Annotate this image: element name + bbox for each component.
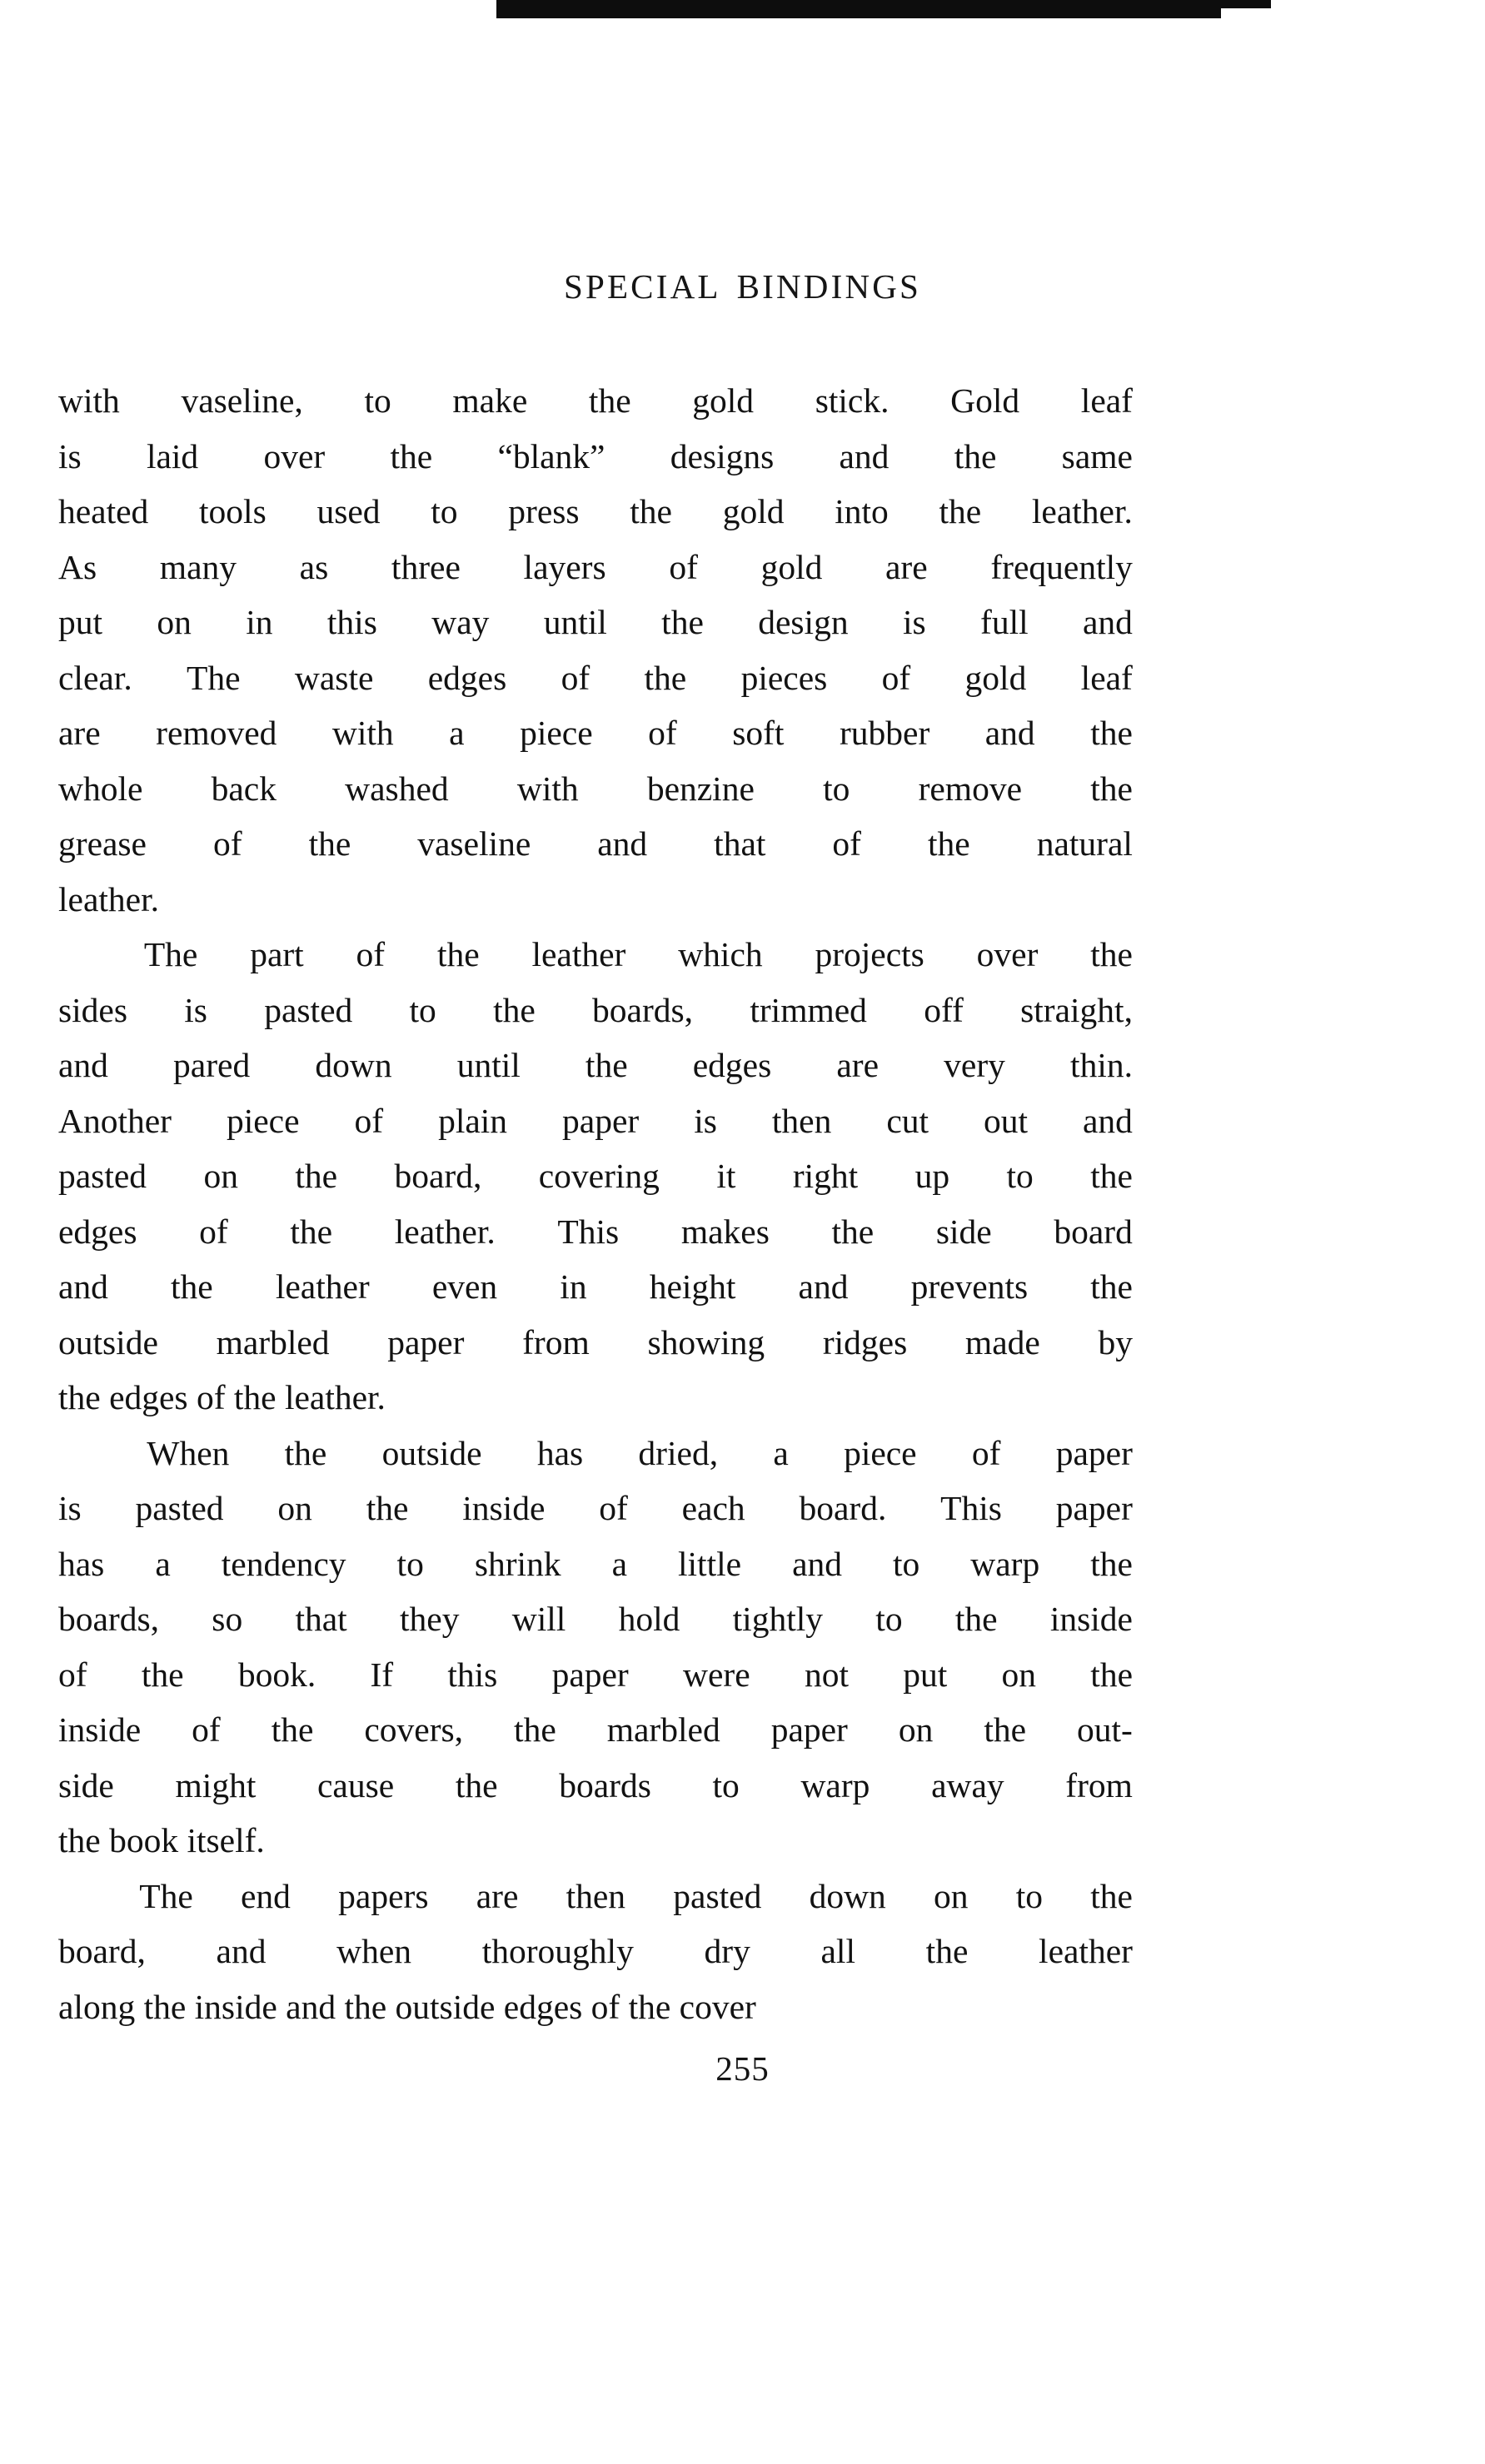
word: clear. — [58, 658, 132, 697]
word: to — [893, 1544, 920, 1583]
word: inside — [58, 1710, 142, 1749]
word: is — [902, 603, 926, 641]
word: in — [246, 603, 273, 641]
word: out- — [1077, 1710, 1133, 1749]
word: when — [336, 1932, 412, 1970]
word: covers, — [364, 1710, 464, 1749]
text-line — [58, 1204, 1133, 1260]
word: of — [832, 824, 861, 863]
word: in — [560, 1267, 587, 1306]
word: is — [58, 436, 82, 475]
word: made — [964, 1322, 1040, 1361]
scan-artifact-bar — [496, 0, 1221, 18]
word: outside — [381, 1433, 482, 1472]
word: until — [543, 603, 607, 641]
text-line — [58, 1813, 1133, 1869]
word: vaseline — [417, 824, 531, 863]
word: gold — [760, 547, 823, 586]
word: the — [295, 1157, 338, 1195]
word: shrink — [474, 1544, 561, 1583]
word: design — [758, 603, 849, 641]
word: paper — [562, 1101, 640, 1140]
word: has — [58, 1544, 105, 1583]
text-line — [58, 373, 1133, 429]
word: off — [924, 990, 964, 1029]
word: paper — [1055, 1433, 1133, 1472]
word: the — [455, 1765, 498, 1804]
word: are — [476, 1876, 519, 1915]
word: until — [456, 1046, 521, 1084]
word: it — [716, 1157, 736, 1195]
word: board, — [394, 1157, 482, 1195]
word: are — [58, 714, 101, 752]
word: on — [1001, 1655, 1037, 1694]
word: waste — [294, 658, 374, 697]
word: tightly — [732, 1600, 824, 1638]
word: outside — [58, 1322, 158, 1361]
word: paper — [770, 1710, 848, 1749]
word: as — [299, 547, 329, 586]
word: gold — [692, 381, 755, 420]
word: end — [241, 1876, 291, 1915]
word: all — [820, 1932, 855, 1970]
word: to — [396, 1544, 424, 1583]
word: the — [939, 492, 982, 530]
word: the — [984, 1710, 1027, 1749]
word: over — [263, 436, 326, 475]
text-line — [58, 1647, 1133, 1703]
word: of — [354, 1101, 384, 1140]
word: leather. — [58, 879, 159, 918]
word: “blank” — [497, 436, 605, 475]
text-line — [58, 1536, 1133, 1592]
word: leather — [1039, 1932, 1133, 1970]
text-line — [58, 1702, 1133, 1758]
word: warp — [800, 1765, 870, 1804]
word: and — [984, 714, 1035, 752]
word: leaf — [1080, 381, 1133, 420]
word: of — [212, 824, 242, 863]
word: the — [644, 658, 687, 697]
word: book. — [237, 1655, 316, 1694]
word: the — [1090, 1267, 1133, 1306]
page-body-text — [58, 373, 1133, 2034]
word: are — [836, 1046, 880, 1084]
word: the — [661, 603, 704, 641]
word: make — [452, 381, 528, 420]
word: marbled — [606, 1710, 720, 1749]
word: the — [171, 1267, 213, 1306]
text-line — [58, 1591, 1133, 1647]
word: press — [508, 492, 580, 530]
word: tendency — [221, 1544, 346, 1583]
text-line — [58, 1259, 1133, 1315]
word: put — [903, 1655, 948, 1694]
word: the — [514, 1710, 556, 1749]
word: papers — [338, 1876, 429, 1915]
text-line — [58, 484, 1133, 540]
word: the — [1090, 1544, 1133, 1583]
word: of — [881, 658, 911, 697]
word: the — [954, 1600, 998, 1638]
paragraph — [58, 1426, 1133, 1869]
word: right — [792, 1157, 859, 1195]
word: the — [308, 824, 351, 863]
word: to — [409, 990, 436, 1029]
word: plain — [438, 1101, 508, 1140]
text-line — [58, 872, 1133, 928]
word: of — [58, 1655, 87, 1694]
word: benzine — [646, 769, 755, 808]
word: with — [331, 714, 394, 752]
text-line — [58, 1148, 1133, 1204]
word: trimmed — [750, 990, 867, 1029]
word: sides — [58, 990, 127, 1029]
word: the — [954, 436, 997, 475]
word: stick. — [815, 381, 890, 420]
word: to — [1006, 1157, 1034, 1195]
word: and — [1083, 603, 1133, 641]
word: thin. — [1070, 1046, 1133, 1084]
word: heated — [58, 492, 149, 530]
paragraph — [58, 373, 1133, 927]
word: this — [326, 603, 377, 641]
word: on — [157, 603, 192, 641]
page-number: 255 — [715, 2049, 770, 2088]
word: covering — [538, 1157, 660, 1195]
text-line — [58, 1924, 1133, 1979]
word: thoroughly — [481, 1932, 634, 1970]
word: the — [1090, 714, 1133, 752]
text-line — [58, 1370, 1133, 1426]
word: pasted — [58, 1157, 147, 1195]
word: a — [773, 1433, 789, 1472]
word: piece — [844, 1433, 917, 1472]
word: projects — [815, 935, 924, 973]
word: edges — [58, 1212, 137, 1251]
word: Another — [58, 1101, 172, 1140]
word: back — [211, 769, 277, 808]
word: of — [669, 547, 698, 586]
word: paper — [551, 1655, 629, 1694]
word: the — [290, 1212, 333, 1251]
word: this — [447, 1655, 498, 1694]
word: the — [927, 824, 970, 863]
word: same — [1061, 436, 1133, 475]
word: to — [712, 1765, 740, 1804]
word: with — [516, 769, 579, 808]
word: height — [649, 1267, 736, 1306]
word: the book itself. — [58, 1821, 265, 1859]
word: and — [839, 436, 890, 475]
word: and — [798, 1267, 849, 1306]
word: Gold — [950, 381, 1020, 420]
word: is — [184, 990, 207, 1029]
word: hold — [618, 1600, 680, 1638]
word: and — [597, 824, 648, 863]
word: the — [141, 1655, 184, 1694]
word: they — [400, 1600, 460, 1638]
word: board, — [58, 1932, 146, 1970]
word: that — [295, 1600, 347, 1638]
word: boards, — [592, 990, 694, 1029]
word: showing — [647, 1322, 765, 1361]
word: along the inside and the outside edges of the cover — [58, 1987, 756, 2026]
text-line — [58, 1426, 1133, 1481]
word: laid — [146, 436, 199, 475]
text-line — [58, 429, 1133, 485]
word: the edges of the leather. — [58, 1378, 386, 1416]
word: is — [694, 1101, 717, 1140]
word: straight, — [1020, 990, 1133, 1029]
word: the — [831, 1212, 875, 1251]
word: This — [557, 1212, 620, 1251]
word: dry — [704, 1932, 750, 1970]
word: of — [561, 658, 591, 697]
word: the — [630, 492, 672, 530]
word: If — [370, 1655, 394, 1694]
word: of — [192, 1710, 221, 1749]
word: prevents — [910, 1267, 1029, 1306]
word: so — [212, 1600, 243, 1638]
word: the — [284, 1433, 327, 1472]
word: side — [935, 1212, 992, 1251]
word: leaf — [1080, 658, 1133, 697]
word: edges — [692, 1046, 772, 1084]
word: a — [449, 714, 465, 752]
word: each — [681, 1489, 745, 1527]
word: layers — [523, 547, 606, 586]
word: on — [203, 1157, 238, 1195]
word: boards, — [58, 1600, 160, 1638]
word: When — [147, 1433, 230, 1472]
word: from — [1065, 1765, 1133, 1804]
word: and — [792, 1544, 842, 1583]
word: and — [216, 1932, 267, 1970]
word: three — [391, 547, 461, 586]
word: paper — [387, 1322, 465, 1361]
word: of — [356, 935, 386, 973]
word: the — [925, 1932, 969, 1970]
page-running-head: SPECIAL BINDINGS — [563, 267, 922, 306]
word: As — [58, 547, 97, 586]
word: the — [1090, 1157, 1133, 1195]
text-line — [58, 595, 1133, 650]
word: on — [277, 1489, 312, 1527]
text-line — [58, 1315, 1133, 1371]
word: natural — [1036, 824, 1133, 863]
word: gold — [722, 492, 785, 530]
text-line — [58, 983, 1133, 1038]
word: leather. — [394, 1212, 496, 1251]
word: the — [493, 990, 536, 1029]
word: the — [1090, 1876, 1133, 1915]
word: up — [914, 1157, 950, 1195]
word: soft — [732, 714, 785, 752]
word: into — [835, 492, 889, 530]
word: way — [431, 603, 490, 641]
word: of — [199, 1212, 228, 1251]
word: down — [315, 1046, 392, 1084]
word: makes — [680, 1212, 770, 1251]
word: then — [771, 1101, 832, 1140]
word: marbled — [216, 1322, 330, 1361]
word: out — [984, 1101, 1029, 1140]
scan-artifact-bar-secondary — [1221, 0, 1271, 8]
word: very — [944, 1046, 1005, 1084]
word: inside — [1049, 1600, 1133, 1638]
word: board — [1054, 1212, 1133, 1251]
text-line — [58, 650, 1133, 706]
word: of — [648, 714, 677, 752]
text-line — [58, 1979, 1133, 2035]
text-line — [58, 927, 1133, 983]
word: pieces — [740, 658, 828, 697]
word: dried, — [638, 1433, 719, 1472]
word: frequently — [990, 547, 1133, 586]
word: of — [599, 1489, 628, 1527]
word: full — [980, 603, 1029, 641]
text-line — [58, 1481, 1133, 1536]
word: to — [823, 769, 850, 808]
word: pasted — [135, 1489, 224, 1527]
word: many — [159, 547, 237, 586]
word: were — [683, 1655, 750, 1694]
text-line — [58, 1093, 1133, 1149]
word: away — [931, 1765, 1004, 1804]
word: to — [875, 1600, 903, 1638]
word: are — [885, 547, 928, 586]
word: designs — [670, 436, 775, 475]
text-line — [58, 1038, 1133, 1093]
word: This — [940, 1489, 1002, 1527]
word: to — [364, 381, 391, 420]
word: pasted — [264, 990, 353, 1029]
word: cause — [317, 1765, 395, 1804]
word: that — [714, 824, 766, 863]
word: on — [934, 1876, 969, 1915]
word: side — [58, 1765, 114, 1804]
word: leather — [531, 935, 626, 973]
word: pasted — [673, 1876, 762, 1915]
word: The — [143, 935, 198, 973]
word: not — [804, 1655, 849, 1694]
word: part — [250, 935, 304, 973]
word: the — [390, 436, 433, 475]
text-line — [58, 1758, 1133, 1814]
word: the — [588, 381, 631, 420]
word: edges — [427, 658, 507, 697]
word: over — [976, 935, 1039, 973]
word: has — [536, 1433, 584, 1472]
word: the — [1090, 1655, 1133, 1694]
word: washed — [345, 769, 449, 808]
word: of — [971, 1433, 1001, 1472]
word: rubber — [839, 714, 930, 752]
word: the — [436, 935, 480, 973]
word: board. — [799, 1489, 887, 1527]
word: used — [316, 492, 381, 530]
word: on — [898, 1710, 934, 1749]
word: gold — [964, 658, 1027, 697]
word: leather — [275, 1267, 370, 1306]
word: remove — [918, 769, 1023, 808]
word: piece — [226, 1101, 300, 1140]
word: by — [1098, 1322, 1133, 1361]
word: down — [809, 1876, 886, 1915]
text-line — [58, 816, 1133, 872]
word: even — [431, 1267, 498, 1306]
word: will — [511, 1600, 566, 1638]
word: vaseline, — [181, 381, 303, 420]
word: pared — [173, 1046, 251, 1084]
word: from — [522, 1322, 590, 1361]
word: grease — [58, 824, 147, 863]
word: warp — [970, 1544, 1040, 1583]
text-line — [58, 761, 1133, 817]
word: paper — [1055, 1489, 1133, 1527]
word: then — [566, 1876, 626, 1915]
word: whole — [58, 769, 143, 808]
text-line — [58, 705, 1133, 761]
word: The — [187, 658, 241, 697]
word: to — [1015, 1876, 1044, 1915]
word: with — [58, 381, 120, 420]
word: to — [431, 492, 458, 530]
word: leather. — [1031, 492, 1133, 530]
word: the — [585, 1046, 628, 1084]
text-line — [58, 1869, 1133, 1924]
word: inside — [462, 1489, 546, 1527]
word: and — [58, 1046, 108, 1084]
word: the — [1090, 769, 1133, 808]
word: and — [58, 1267, 108, 1306]
word: and — [1083, 1101, 1133, 1140]
word: the — [271, 1710, 314, 1749]
word: piece — [520, 714, 593, 752]
word: which — [678, 935, 763, 973]
word: tools — [199, 492, 267, 530]
word: a — [611, 1544, 627, 1583]
word: might — [175, 1765, 257, 1804]
word: a — [155, 1544, 171, 1583]
word: cut — [886, 1101, 929, 1140]
word: put — [58, 603, 103, 641]
word: removed — [156, 714, 277, 752]
text-line — [58, 540, 1133, 595]
word: the — [366, 1489, 409, 1527]
word: ridges — [822, 1322, 908, 1361]
word: boards — [559, 1765, 651, 1804]
word: is — [58, 1489, 82, 1527]
word: The — [139, 1876, 193, 1915]
word: the — [1090, 935, 1133, 973]
word: little — [678, 1544, 742, 1583]
paragraph — [58, 927, 1133, 1426]
paragraph — [58, 1869, 1133, 2035]
